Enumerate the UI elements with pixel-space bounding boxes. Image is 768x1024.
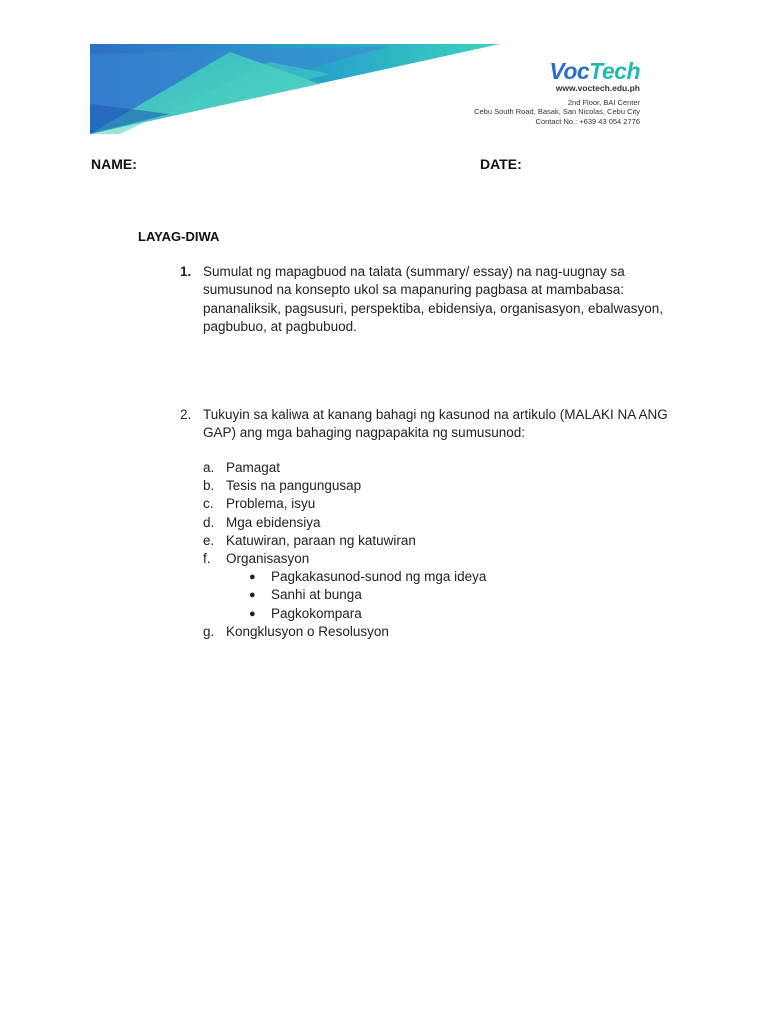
list-item: b. Tesis na pangungusap	[203, 478, 362, 494]
list-item: e. Katuwiran, paraan ng katuwiran	[203, 532, 416, 548]
list-item: d. Mga ebidensiya	[203, 514, 321, 530]
list-item: a. Pamagat	[203, 460, 281, 475]
sub-list-item: ● Pagkokompara	[203, 605, 486, 623]
list-item: c. Problema, isyu	[203, 496, 316, 512]
sub-list-item: ● Pagkakasunod-sunod ng mga ideya	[203, 568, 486, 586]
list-item: f. Organisasyon	[203, 551, 310, 567]
header-logo-block	[456, 58, 640, 126]
contact-info	[456, 84, 640, 126]
question-2	[180, 406, 680, 443]
website-text: www.voctech.edu.ph	[555, 83, 640, 93]
question-2-text: Tukuyin sa kaliwa at kanang bahagi ng kasunod na artikulo (MALAKI NA ANG GAP) ang mga bahaging nagpapakita ng sumusunod:	[203, 407, 668, 441]
header-banner-graphic	[90, 44, 510, 134]
bullet-icon: ●	[249, 571, 256, 584]
sub-list-item: ● Sanhi at bunga	[203, 586, 486, 604]
question-2-list	[203, 459, 486, 641]
address-line-1: 2nd Floor, BAI Center	[567, 97, 640, 107]
contact-number: Contact No.: +639 43 054 2776	[535, 116, 640, 126]
question-1-text: Sumulat ng mapagbuod na talata (summary/ essay) na nag-uugnay sa sumusunod na konsepto ukol sa mapanuring pagbasa at mambabasa: pananaliksik, pagsusuri, perspektiba, ebidensiya, organisasyon, ebalwasyon, pagbubuo, at pagbubuod.	[203, 264, 664, 335]
name-label: NAME:	[91, 156, 137, 172]
question-1	[180, 263, 680, 337]
bullet-icon: ●	[249, 607, 256, 620]
section-title: LAYAG-DIWA	[138, 229, 220, 244]
bullet-icon: ●	[249, 589, 256, 602]
question-2-number: 2.	[180, 407, 192, 422]
list-item: g. Kongklusyon o Resolusyon	[203, 623, 389, 639]
date-label: DATE:	[480, 156, 522, 172]
voctech-logo: VocTech	[549, 58, 640, 84]
question-1-number: 1.	[180, 264, 192, 279]
address-line-2: Cebu South Road, Basak, San Nicolas, Cebu City	[474, 107, 640, 116]
